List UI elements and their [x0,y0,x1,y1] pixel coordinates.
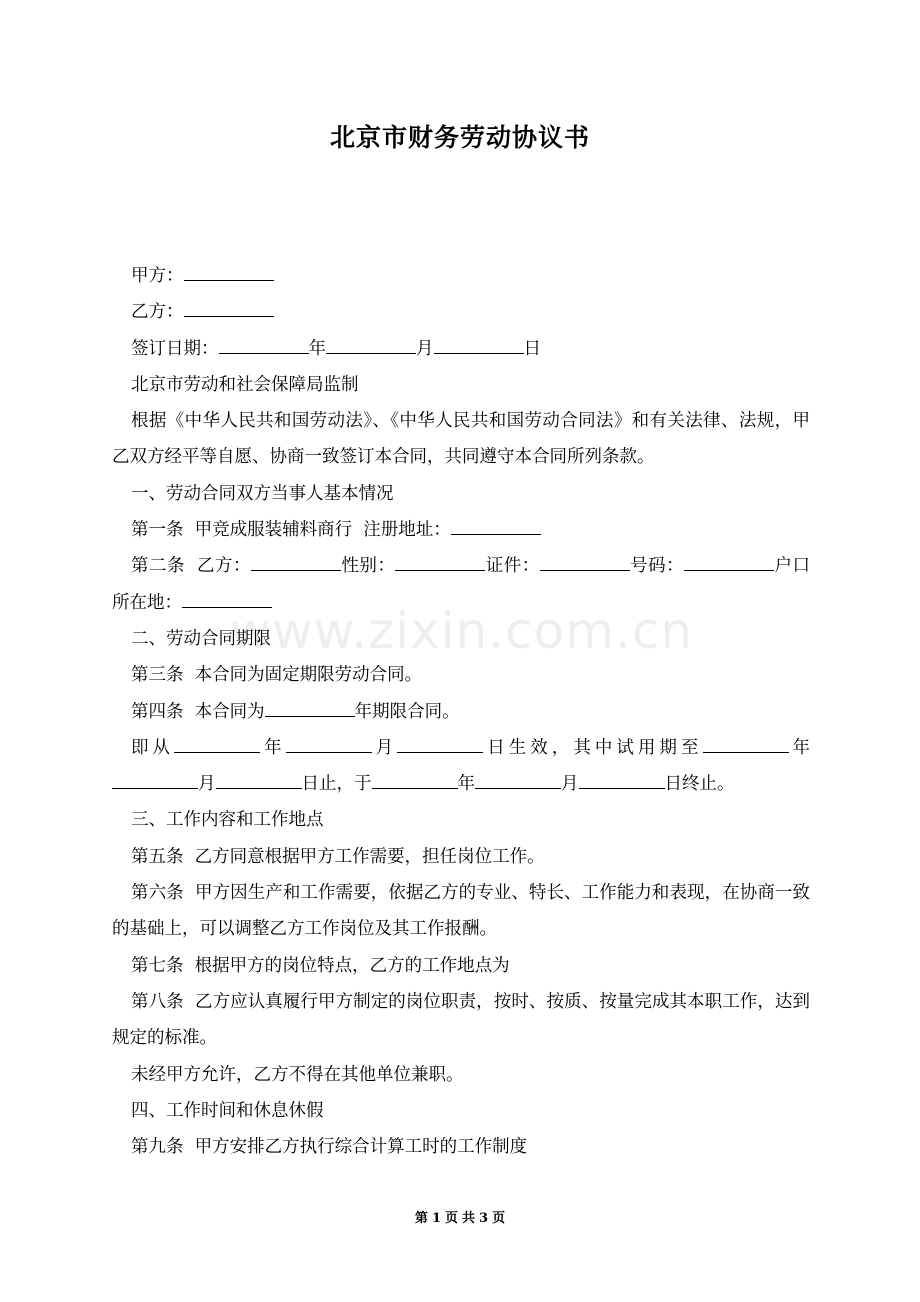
blank-field [219,334,309,354]
party-b-line: 乙方： [112,294,810,330]
blank-field [184,297,274,317]
article-6: 第六条 甲方因生产和工作需要，依据乙方的专业、特长、工作能力和表现，在协商一致的基础上，可以调整乙方工作岗位及其工作报酬。 [112,883,810,940]
sign-date-line: 签订日期： 年 月 日 [112,331,810,367]
blank-field [286,733,372,753]
blank-field [540,551,630,571]
blank-field [372,769,458,789]
no-side-job-clause: 未经甲方允许，乙方不得在其他单位兼职。 [131,1064,464,1085]
page-footer: 第 1 页 共 3 页 [414,1211,506,1226]
total-page-count: 3 [479,1211,489,1226]
blank-field [395,551,485,571]
blank-field [216,769,302,789]
blank-field [579,769,665,789]
preamble-paragraph: 根据《中华人民共和国劳动法》、《中华人民共和国劳动合同法》和有关法律、法规，甲乙双方经平等自愿、协商一致签订本合同，共同遵守本合同所列条款。 [112,411,810,468]
section-heading-3: 三、工作内容和工作地点 [131,810,324,831]
article-2: 第二条 乙方： 性别： 证件： 号码： 户口所在地： [112,548,810,621]
article-1: 第一条 甲竞成服装辅料商行 注册地址： [112,512,810,548]
watermark: www.zixin.com.cn [230,602,694,660]
article-3: 第三条 本合同为固定期限劳动合同。 [131,665,423,686]
document-title: 北京市财务劳动协议书 [329,123,590,152]
blank-field [703,733,789,753]
blank-field [326,334,416,354]
article-7: 第七条 根据甲方的岗位特点，乙方的工作地点为 [131,955,510,976]
blank-field [182,588,272,608]
current-page-number: 1 [431,1211,441,1226]
blank-field [251,551,341,571]
term-dates-paragraph: 即从 年 月 日生效，其中试用期至 年月 日止，于 年 月 日终止。 [112,730,810,803]
supervisor-line: 北京市劳动和社会保障局监制 [131,374,359,395]
blank-field [112,769,198,789]
section-heading-2: 二、劳动合同期限 [131,628,271,649]
section-heading-4: 四、工作时间和休息休假 [131,1100,324,1121]
article-8: 第八条 乙方应认真履行甲方制定的岗位职责，按时、按质、按量完成其本职工作，达到规定的标准。 [112,991,810,1049]
blank-field [397,733,483,753]
blank-field [475,769,561,789]
blank-field [265,697,355,717]
blank-field [174,733,260,753]
document-body [112,258,810,1165]
blank-field [451,515,541,535]
blank-field [434,334,524,354]
section-heading-1: 一、劳动合同双方当事人基本情况 [131,483,394,504]
blank-field [684,551,774,571]
blank-field [184,261,274,281]
party-a-line: 甲方： [112,258,810,294]
article-5: 第五条 乙方同意根据甲方工作需要，担任岗位工作。 [131,846,545,867]
article-4: 第四条 本合同为 年期限合同。 [112,694,810,730]
article-9: 第九条 甲方安排乙方执行综合计算工时的工作制度 [131,1137,528,1158]
